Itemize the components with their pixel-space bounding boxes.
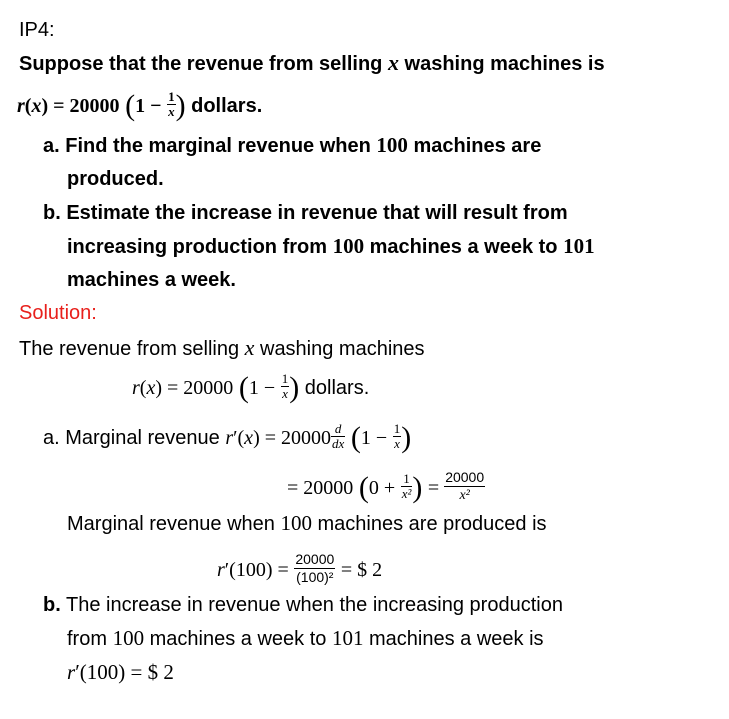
part-a-question-cont: produced. [67,168,164,190]
problem-intro: Suppose that the revenue from selling x washing machines is [19,50,605,75]
solution-function: r(x) = 20000 (1 − $\frac{1}{x}$ ) dollars. [132,370,370,404]
function-lhs: r(x) = 20000 [17,94,120,117]
solution-heading: Solution: [19,302,97,324]
solution-intro: The revenue from selling x washing machines [19,335,425,360]
part-b-question-end: machines a week. [67,269,236,291]
revenue-function: r(x) = 20000 (1 − $\frac{1}{x}$ ) dollars. [17,88,263,122]
derivative-operator: $\frac{d}{dx}$ [332,421,345,451]
part-b-answer: b. The increase in revenue when the increasing production [43,594,563,616]
part-b-question-cont: increasing production from 100 machines a week to 101 [67,234,595,258]
part-b-question: b. Estimate the increase in revenue that will result from [43,202,568,224]
one-over-x-fraction: $\frac{1}{x}$ [168,89,175,119]
marginal-revenue-line: a. Marginal revenue r′(x) = 20000 $\frac{d}{dx}$ (1 − $\frac{1}{x}$ ) [43,420,412,454]
part-b-result: r′(100) = $ 2 [67,660,174,684]
r100-fraction: $\frac{20000}{\text{(100)²}}$ [295,551,335,585]
r100-computation: r′(100) = $\frac{20000}{\text{(100)²}}$ = $ 2 [217,551,383,585]
problem-label: IP4: [19,19,55,41]
part-a-question: a. Find the marginal revenue when 100 machines are [43,133,542,157]
result-fraction: $\frac{20000}{\text{x²}}$ [445,469,485,503]
part-b-answer-cont: from 100 machines a week to 101 machines a week is [67,626,544,650]
derivative-result-line: = 20000 (0 + $\frac{1}{\text{x²}}$ ) = $\frac{20000}{\text{x²}}$ [287,469,485,504]
marginal-revenue-100-text: Marginal revenue when 100 machines are produced is [67,511,547,535]
